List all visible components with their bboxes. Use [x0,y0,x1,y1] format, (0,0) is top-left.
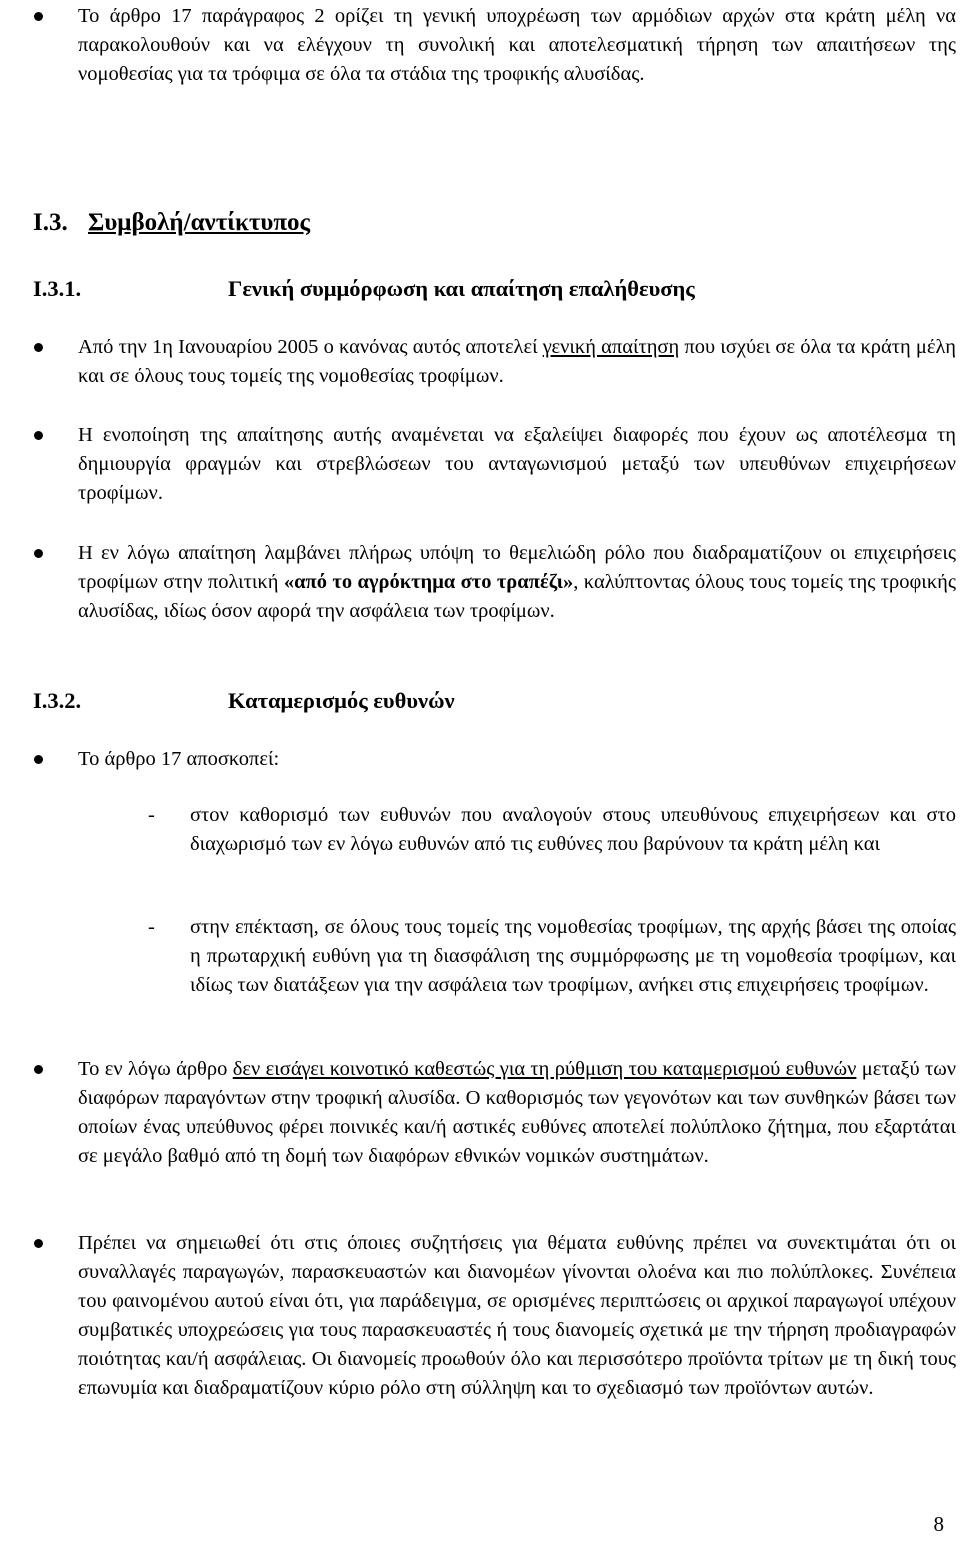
section-title: Καταμερισμός ευθυνών [228,688,455,713]
paragraph-responsibility-discussions: Πρέπει να σημειωθεί ότι στις όποιες συζητήσεις για θέματα ευθύνης πρέπει να συνεκτιμάται ότι οι συναλλαγές παραγωγών, παρασκευαστών και διανομέων γίνονται ολοένα και πιο πολύπλοκες. Συνέπεια του φαινομένου αυτού είναι ότι, για παράδειγμα, σε ορισμένες περιπτώσεις οι αρχικοί παραγωγοί υπέχουν συμβατικές υποχρεώσεις για τους παρασκευαστές ή τους διανομείς σχετικά με την τήρηση προδιαγραφών ποιότητας και/ή ασφάλειας. Οι διανομείς προωθούν όλο και περισσότερο προϊόντα τρίτων με τη δική τους επωνυμία και διαδραματίζουν κύριο ρόλο στη σύλληψη και το σχεδιασμό των προϊόντων αυτών. [78,1229,956,1403]
section-title: Γενική συμμόρφωση και απαίτηση επαλήθευσης [228,276,695,301]
paragraph-article-17: Το άρθρο 17 παράγραφος 2 ορίζει τη γενική υποχρέωση των αρμόδιων αρχών στα κράτη μέλη να παρακολουθούν και να ελέγχουν τη συνολική και αποτελεσματική τήρηση των απαιτήσεων της νομοθεσίας για τα τρόφιμα σε όλα τα στάδια της τροφικής αλυσίδας. [78,2,956,89]
dash-item-responsibilities: - στον καθορισμό των ευθυνών που αναλογούν στους υπευθύνους επιχειρήσεων και στο διαχωρισμό των εν λόγω ευθυνών από τις ευθύνες που βαρύνουν τα κράτη μέλη και [148,804,956,855]
paragraph-harmonisation: Η ενοποίηση της απαίτησης αυτής αναμένεται να εξαλείψει διαφορές που έχουν ως αποτέλεσμα τη δημιουργία φραγμών και στρεβλώσεων του ανταγωνισμού μεταξύ των υπευθύνων επιχειρήσεων τροφίμων. [78,421,956,508]
section-number: I.3.1. [33,276,82,301]
page-number: 8 [933,1512,944,1536]
paragraph-general-requirement: Από την 1η Ιανουαρίου 2005 ο κανόνας αυτός αποτελεί γενική απαίτηση που ισχύει σε όλα τα κράτη μέλη και σε όλους τους τομείς της νομοθεσίας τροφίμων. [78,333,956,391]
paragraph-article-17-aims: Το άρθρο 17 αποσκοπεί: [78,745,956,774]
dash-item-extension: - στην επέκταση, σε όλους τους τομείς της νομοθεσίας τροφίμων, της αρχής βάσει της οποίας η πρωταρχική ευθύνη για τη διασφάλιση της συμμόρφωσης με τη νομοθεσία τροφίμων, και ιδίως των διατάξεων για την ασφάλεια των τροφίμων, ανήκει στις επιχειρήσεις τροφίμων. [148,916,956,996]
paragraph-farm-to-table: Η εν λόγω απαίτηση λαμβάνει πλήρως υπόψη το θεμελιώδη ρόλο που διαδραματίζουν οι επιχειρήσεις τροφίμων στην πολιτική «από το αγρόκτημα στο τραπέζι», καλύπτοντας όλους τους τομείς της τροφικής αλυσίδας, ιδίως όσον αφορά την ασφάλεια των τροφίμων. [78,539,956,626]
section-heading-i3 [33,208,310,238]
section-number: I.3. [33,209,68,236]
section-title: Συμβολή/αντίκτυπος [87,209,311,236]
section-number: I.3.2. [33,688,82,713]
paragraph-no-community-regime: Το εν λόγω άρθρο δεν εισάγει κοινοτικό καθεστώς για τη ρύθμιση του καταμερισμού ευθυνών μεταξύ των διαφόρων παραγόντων στην τροφική αλυσίδα. Ο καθορισμός των γεγονότων και των συνθηκών βάσει των οποίων ένας υπεύθυνος φέρει ποινικές και/ή αστικές ευθύνες αποτελεί πολύπλοκο ζήτημα, που εξαρτάται σε μεγάλο βαθμό από τη δομή των διαφόρων εθνικών νομικών συστημάτων. [78,1055,956,1171]
